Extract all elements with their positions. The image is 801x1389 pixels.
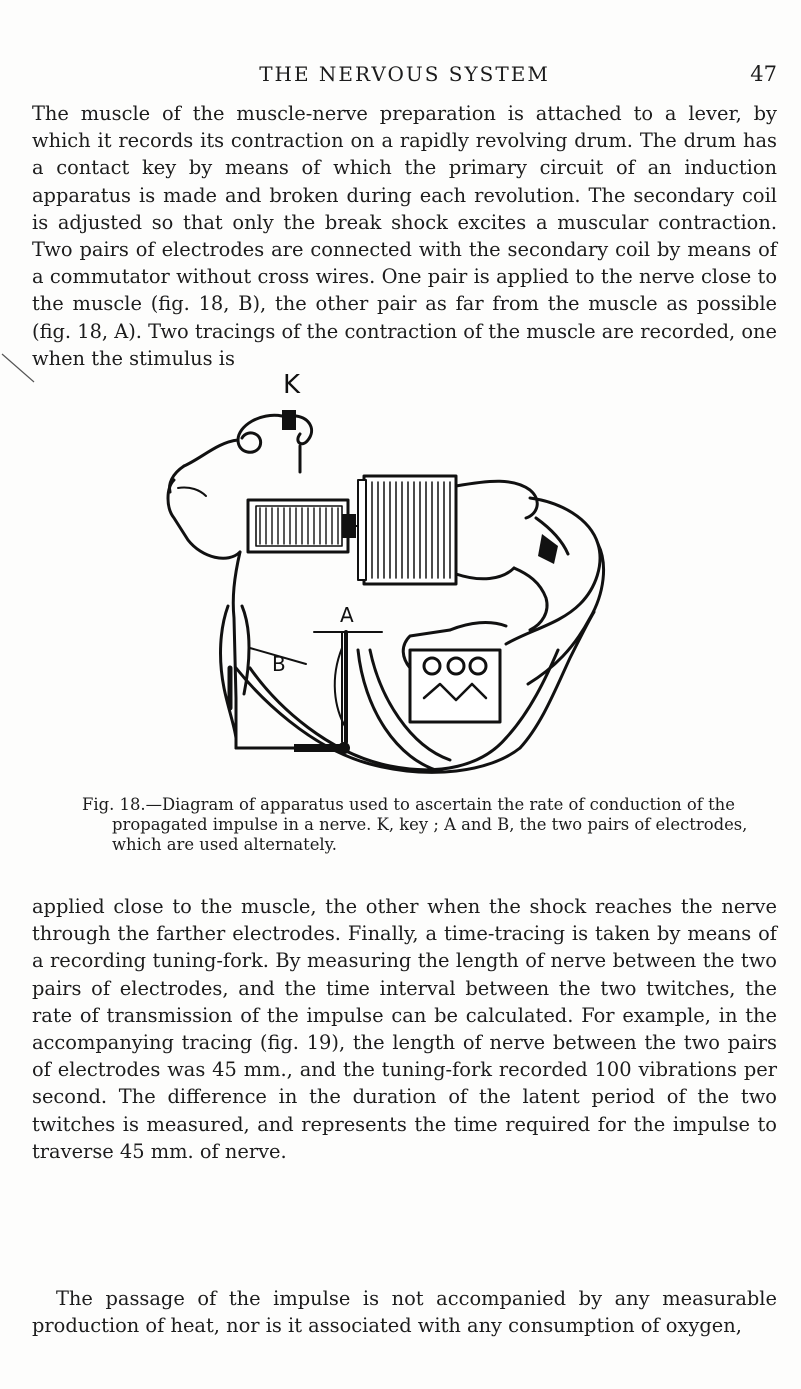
label-k: K — [283, 370, 301, 400]
page-number: 47 — [750, 62, 777, 86]
label-b: B — [272, 652, 286, 676]
running-title: THE NERVOUS SYSTEM — [259, 62, 550, 86]
paragraph-3: The passage of the impulse is not accompanied by any measurable production of heat, nor is it associated with any consumption of oxygen, — [32, 1287, 777, 1338]
key-k-drawing — [184, 410, 312, 472]
corner-mark — [0, 352, 40, 392]
figure-caption: Fig. 18.—Diagram of apparatus used to ascertain the rate of conduction of the propagated impulse in a nerve. K, key ; A and B, the two pairs of electrodes, which are used alternately. — [82, 795, 748, 854]
paragraph-2: applied close to the muscle, the other when the shock reaches the nerve through the farther electrodes. Finally, a time-tracing is taken by means of a recording tuning-fork. By measuring the length of nerve between the two pairs of electrodes, and the time interval between the two twitches, the rate of transmission of the impulse can be calculated. For example, in the accompanying tracing (fig. 19), the length of nerve between the two pairs of electrodes was 45 mm., and the tuning-fork recorded 100 vibrations per second. The difference in the duration of the latent period of the two twitches is measured, and represents the time required for the impulse to traverse 45 mm. of nerve. — [32, 895, 777, 1163]
right-coil-drawing — [358, 476, 537, 584]
commutator-box-drawing — [403, 623, 506, 722]
figure-18 — [110, 368, 670, 788]
apparatus-diagram — [110, 368, 670, 788]
label-a: A — [340, 603, 354, 627]
paragraph-1: The muscle of the muscle-nerve preparation is attached to a lever, by which it records its contraction on a rapidly revolving drum. The drum has a contact key by means of which the primary circuit of an induction apparatus is made and broken during each revolution. The secondary coil is adjusted so that only the break shock excites a muscular contraction. Two pairs of electrodes are connected with the secondary coil by means of a commutator without cross wires. One pair is applied to the nerve close to the muscle (fig. 18, B), the other pair as far from the muscle as possible (fig. 18, A). Two tracings of the contraction of the muscle are recorded, one when the stimulus is — [32, 102, 778, 370]
running-head — [32, 62, 777, 92]
left-coil-drawing — [168, 466, 364, 558]
